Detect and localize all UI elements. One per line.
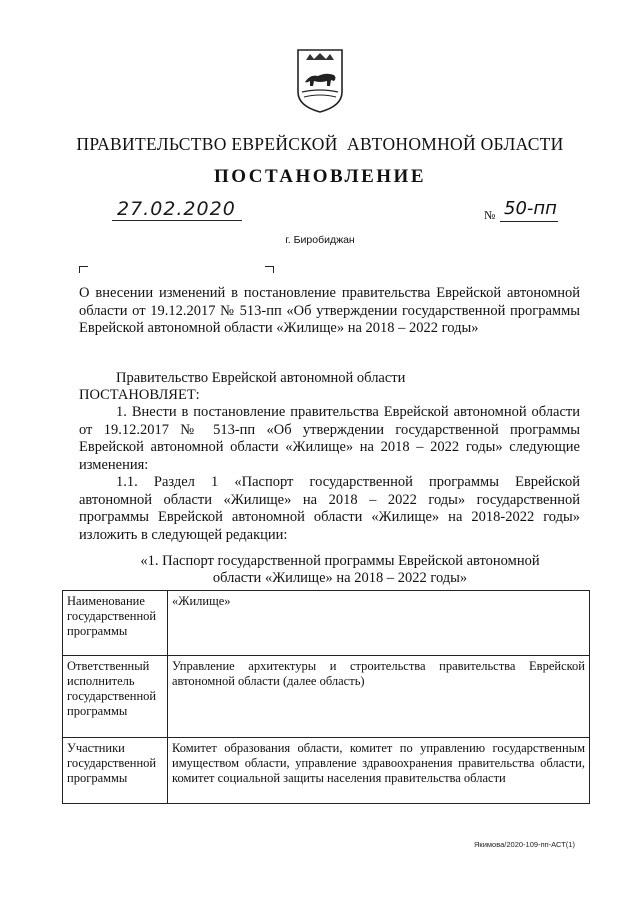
- clause-1: 1. Внести в постановление правительства Еврейской автономной области от 19.12.2017 № 513-пп «Об утверждении государственной программы Еврейской автономной области «Жилище» на 2018 – 2022 годы» следующие изменения:: [79, 404, 580, 473]
- handwritten-date: 27.02.2020: [117, 198, 236, 220]
- row-label: Ответственный исполнитель государственной программы: [63, 656, 168, 738]
- decree-subject: О внесении изменений в постановление правительства Еврейской автономной области от 19.12.2017 № 513-пп «Об утверждении государственной программы Еврейской автономной области «Жилище» на 2018 – 2022 годы»: [79, 285, 580, 337]
- table-row: [63, 738, 590, 804]
- coat-of-arms-icon: [296, 48, 344, 114]
- government-name: Правительство Еврейской автономной области: [116, 370, 406, 386]
- table-row: [63, 591, 590, 656]
- table-row: [63, 656, 590, 738]
- row-label: Наименование государственной программы: [63, 591, 168, 656]
- subject-bracket-left: [79, 266, 88, 273]
- row-label: Участники государственной программы: [63, 738, 168, 804]
- row-value: «Жилище»: [168, 591, 590, 656]
- row-value: Управление архитектуры и строительства правительства Еврейской автономной области (далее область): [168, 656, 590, 738]
- program-passport-table: [62, 590, 590, 804]
- row-value: Комитет образования области, комитет по управлению государственным имуществом области, управление здравоохранения правительства области, комитет социальной защиты населения правительства области: [168, 738, 590, 804]
- table-caption: «1. Паспорт государственной программы Еврейской автономной области «Жилище» на 2018 – 2022 годы»: [140, 553, 540, 586]
- date-underline: [112, 220, 242, 221]
- government-title: ПРАВИТЕЛЬСТВО ЕВРЕЙСКОЙ АВТОНОМНОЙ ОБЛАСТИ: [76, 134, 564, 154]
- clause-1-1: 1.1. Раздел 1 «Паспорт государственной программы Еврейской автономной области «Жилище» на 2018 – 2022 годы» государственной программы Еврейской автономной области «Жилище» на 2018-2022 годы» изложить в следующей редакции:: [79, 474, 580, 543]
- city-label: г. Биробиджан: [285, 234, 355, 246]
- subject-bracket-right: [265, 266, 274, 273]
- number-underline: [500, 221, 558, 222]
- number-label: №: [484, 208, 496, 222]
- decree-word: ПОСТАНОВЛЯЕТ:: [79, 387, 200, 403]
- handwritten-number: 50-пп: [504, 198, 557, 219]
- document-footer-code: Якимова/2020-109-пп-АСТ(1): [474, 840, 575, 849]
- document-type-title: ПОСТАНОВЛЕНИЕ: [213, 166, 427, 187]
